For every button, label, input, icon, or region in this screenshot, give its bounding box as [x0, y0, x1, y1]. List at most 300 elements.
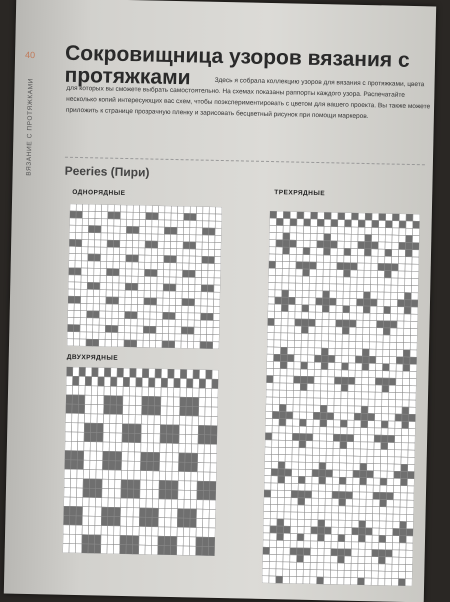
chart-cell — [336, 305, 343, 312]
chart-cell — [369, 356, 376, 363]
chart-cell — [332, 513, 339, 520]
chart-cell — [203, 491, 210, 500]
chart-cell — [115, 442, 122, 451]
chart-cell — [405, 579, 412, 586]
chart-cell — [295, 319, 302, 326]
chart-cell — [324, 541, 331, 548]
chart-cell — [294, 355, 301, 362]
chart-cell — [180, 397, 187, 406]
chart-cell — [195, 277, 201, 284]
chart-cell — [378, 242, 385, 249]
chart-cell — [106, 304, 112, 311]
chart-cell — [160, 415, 167, 424]
chart-cell — [340, 456, 347, 463]
chart-cell — [213, 335, 219, 342]
chart-cell — [87, 311, 93, 318]
chart-cell — [270, 540, 277, 547]
chart-cell — [320, 412, 327, 419]
chart-cell — [177, 249, 183, 256]
chart-cell — [177, 527, 184, 536]
chart-cell — [308, 348, 315, 355]
chart-cell — [82, 247, 88, 254]
chart-cell — [345, 527, 352, 534]
chart-cell — [188, 306, 194, 313]
chart-cell — [399, 543, 406, 550]
chart-cell — [215, 207, 221, 214]
chart-cell — [340, 441, 347, 448]
chart-cell — [402, 428, 409, 435]
chart-cell — [381, 449, 388, 456]
chart-cell — [396, 364, 403, 371]
chart-cell — [100, 297, 106, 304]
chart-cell — [299, 433, 306, 440]
chart-cell — [78, 395, 85, 404]
chart-cell — [330, 284, 337, 291]
chart-cell — [409, 379, 416, 386]
chart-cell — [394, 443, 401, 450]
chart-cell — [305, 484, 312, 491]
chart-cell — [296, 247, 303, 254]
chart-cell — [296, 240, 303, 247]
chart-cell — [149, 340, 155, 347]
chart-cell — [175, 341, 181, 348]
chart-cell — [377, 285, 384, 292]
chart-cell — [369, 378, 376, 385]
chart-cell — [98, 377, 105, 386]
chart-cell — [113, 240, 119, 247]
chart-cell — [290, 548, 297, 555]
chart-cell — [335, 327, 342, 334]
chart-cell — [305, 462, 312, 469]
chart-cell — [275, 276, 282, 283]
chart-cell — [362, 342, 369, 349]
chart-cell — [204, 463, 211, 472]
chart-cell — [294, 347, 301, 354]
chart-cell — [277, 505, 284, 512]
chart-cell — [194, 306, 200, 313]
chart-cell — [389, 392, 396, 399]
chart-cell — [302, 312, 309, 319]
chart-cell — [187, 341, 193, 348]
chart-cell — [315, 334, 322, 341]
chart-cell — [146, 205, 152, 212]
chart-cell — [140, 471, 147, 480]
chart-cell — [134, 471, 141, 480]
chart-cell — [84, 414, 91, 423]
chart-cell — [150, 291, 156, 298]
chart-cell — [378, 564, 385, 571]
chart-cell — [158, 220, 164, 227]
chart-cell — [186, 397, 193, 406]
chart-cell — [205, 407, 212, 416]
chart-cell — [397, 328, 404, 335]
chart-cell — [156, 333, 162, 340]
chart-cell — [151, 241, 157, 248]
chart-cell — [98, 367, 105, 376]
chart-cell — [154, 415, 161, 424]
chart-cell — [101, 535, 108, 544]
chart-cell — [278, 476, 285, 483]
chart-cell — [269, 547, 276, 554]
chart-cell — [308, 333, 315, 340]
chart-cell — [312, 484, 319, 491]
chart-cell — [377, 299, 384, 306]
chart-cell — [326, 470, 333, 477]
chart-cell — [367, 442, 374, 449]
chart-cell — [193, 388, 200, 397]
chart-cell — [211, 407, 218, 416]
chart-cell — [145, 227, 151, 234]
chart-cell — [77, 441, 84, 450]
chart-cell — [196, 528, 203, 537]
chart-cell — [344, 570, 351, 577]
chart-cell — [106, 311, 112, 318]
chart-cell — [269, 268, 276, 275]
chart-cell — [64, 497, 71, 506]
chart-cell — [403, 364, 410, 371]
chart-cell — [130, 333, 136, 340]
chart-cell — [353, 456, 360, 463]
chart-cell — [177, 242, 183, 249]
chart-cell — [126, 226, 132, 233]
chart-cell — [285, 440, 292, 447]
chart-cell — [145, 527, 152, 536]
chart-cell — [114, 212, 120, 219]
chart-cell — [388, 414, 395, 421]
chart-cell — [318, 520, 325, 527]
chart-cell — [151, 248, 157, 255]
chart-cell — [206, 342, 212, 349]
chart-cell — [288, 319, 295, 326]
chart-cell — [190, 528, 197, 537]
chart-cell — [71, 460, 78, 469]
chart-cell — [161, 369, 168, 378]
chart-cell — [304, 512, 311, 519]
chart-cell — [199, 388, 206, 397]
chart-cell — [160, 443, 167, 452]
chart-cell — [179, 444, 186, 453]
chart-cell — [357, 292, 364, 299]
chart-cell — [133, 489, 140, 498]
chart-cell — [347, 427, 354, 434]
chart-cell — [354, 399, 361, 406]
chart-cell — [198, 444, 205, 453]
chart-cell — [73, 339, 79, 346]
chart-cell — [325, 520, 332, 527]
chart-cell — [401, 450, 408, 457]
chart-cell — [345, 513, 352, 520]
chart-cell — [293, 398, 300, 405]
chart-cell — [280, 354, 287, 361]
chart-cell — [375, 378, 382, 385]
chart-cell — [312, 448, 319, 455]
chart-cell — [179, 416, 186, 425]
chart-cell — [173, 434, 180, 443]
chart-cell — [368, 421, 375, 428]
chart-cell — [121, 489, 128, 498]
chart-cell — [306, 419, 313, 426]
chart-cell — [196, 518, 203, 527]
chart-cell — [263, 547, 270, 554]
chart-cell — [313, 427, 320, 434]
chart-cell — [68, 275, 74, 282]
chart-cell — [215, 221, 221, 228]
chart-cell — [365, 542, 372, 549]
chart-cell — [404, 314, 411, 321]
chart-cell — [304, 219, 311, 226]
chart-cell — [336, 291, 343, 298]
chart-cell — [325, 513, 332, 520]
chart-cell — [406, 214, 413, 221]
chart-cell — [359, 485, 366, 492]
chart-cell — [162, 341, 168, 348]
chart-cell — [75, 247, 81, 254]
chart-cell — [171, 490, 178, 499]
chart-cell — [190, 235, 196, 242]
chart-cell — [309, 312, 316, 319]
chart-cell — [150, 312, 156, 319]
chart-cell — [174, 369, 181, 378]
chart-cell — [142, 368, 149, 377]
chart-cell — [337, 248, 344, 255]
chart-cell — [349, 313, 356, 320]
chart-cell — [127, 508, 134, 517]
chart-cell — [270, 211, 277, 218]
chart-cell — [101, 516, 108, 525]
chart-cell — [271, 454, 278, 461]
chart-cell — [367, 449, 374, 456]
chart-cell — [279, 412, 286, 419]
chart-cell — [172, 471, 179, 480]
chart-cell — [144, 269, 150, 276]
chart-cell — [382, 371, 389, 378]
chart-cell — [327, 384, 334, 391]
chart-cell — [372, 514, 379, 521]
chart-cell — [124, 333, 130, 340]
chart-cell — [285, 462, 292, 469]
chart-cell — [143, 333, 149, 340]
chart-cell — [277, 512, 284, 519]
chart-cell — [215, 214, 221, 221]
chart-cell — [311, 534, 318, 541]
chart-cell — [127, 498, 134, 507]
chart-cell — [110, 424, 117, 433]
chart-cell — [408, 443, 415, 450]
chart-cell — [205, 416, 212, 425]
chart-cell — [378, 256, 385, 263]
chart-cell — [290, 562, 297, 569]
chart-cell — [269, 232, 276, 239]
chart-cell — [293, 390, 300, 397]
chart-cell — [138, 283, 144, 290]
chart-cell — [269, 240, 276, 247]
chart-cell — [284, 483, 291, 490]
chart-cell — [263, 519, 270, 526]
chart-cell — [381, 414, 388, 421]
chart-cell — [387, 471, 394, 478]
chart-cell — [127, 205, 133, 212]
chart-cell — [76, 516, 83, 525]
chart-cell — [262, 576, 269, 583]
chart-cell — [183, 228, 189, 235]
chart-cell — [90, 451, 97, 460]
chart-cell — [119, 297, 125, 304]
chart-cell — [99, 339, 105, 346]
chart-cell — [132, 269, 138, 276]
chart-cell — [102, 488, 109, 497]
chart-cell — [411, 286, 418, 293]
chart-cell — [107, 254, 113, 261]
chart-cell — [132, 283, 138, 290]
chart-cell — [303, 577, 310, 584]
chart-cell — [280, 376, 287, 383]
chart-cell — [281, 311, 288, 318]
chart-cell — [406, 529, 413, 536]
chart-cell — [338, 220, 345, 227]
chart-cell — [359, 528, 366, 535]
chart-cell — [120, 517, 127, 526]
chart-cell — [376, 364, 383, 371]
chart-cell — [274, 347, 281, 354]
chart-cell — [119, 290, 125, 297]
chart-cell — [104, 395, 111, 404]
chart-cell — [131, 319, 137, 326]
chart-cell — [192, 425, 199, 434]
chart-cell — [276, 218, 283, 225]
chart-cell — [339, 477, 346, 484]
chart-cell — [90, 432, 97, 441]
chart-cell — [330, 570, 337, 577]
chart-cell — [272, 419, 279, 426]
chart-cell — [89, 498, 96, 507]
chart-cell — [79, 367, 86, 376]
chart-cell — [367, 463, 374, 470]
chart-cell — [166, 462, 173, 471]
chart-cell — [167, 406, 174, 415]
chart-cell — [331, 549, 338, 556]
chart-cell — [316, 276, 323, 283]
chart-cell — [76, 525, 83, 534]
chart-cell — [121, 498, 128, 507]
chart-cell — [165, 220, 171, 227]
chart-cell — [283, 548, 290, 555]
chart-cell — [156, 305, 162, 312]
chart-cell — [114, 517, 121, 526]
chart-cell — [299, 455, 306, 462]
chart-cell — [267, 325, 274, 332]
chart-cell — [297, 226, 304, 233]
chart-cell — [340, 420, 347, 427]
chart-cell — [82, 544, 89, 553]
chart-cell — [373, 507, 380, 514]
chart-cell — [358, 241, 365, 248]
chart-cell — [277, 526, 284, 533]
chart-cell — [209, 509, 216, 518]
chart-cell — [119, 283, 125, 290]
chart-cell — [66, 367, 73, 376]
chart-cell — [72, 413, 79, 422]
chart-cell — [290, 526, 297, 533]
chart-cell — [302, 283, 309, 290]
chart-cell — [410, 350, 417, 357]
chart-cell — [108, 489, 115, 498]
chart-cell — [399, 557, 406, 564]
chart-cell — [353, 463, 360, 470]
chart-cell — [283, 562, 290, 569]
chart-cell — [338, 513, 345, 520]
chart-cell — [390, 342, 397, 349]
chart-cell — [322, 312, 329, 319]
chart-cell — [68, 296, 74, 303]
chart-cell — [158, 508, 165, 517]
chart-cell — [322, 298, 329, 305]
section-title: Peeries (Пири) — [64, 163, 150, 180]
chart-cell — [295, 305, 302, 312]
chart-cell — [268, 297, 275, 304]
chart-cell — [173, 425, 180, 434]
chart-cell — [274, 340, 281, 347]
chart-cell — [326, 434, 333, 441]
chart-cell — [367, 471, 374, 478]
chart-cell — [411, 307, 418, 314]
chart-cell — [75, 544, 82, 553]
chart-cell — [186, 416, 193, 425]
chart-cell — [152, 490, 159, 499]
chart-cell — [393, 500, 400, 507]
chart-cell — [149, 333, 155, 340]
chart-cell — [315, 312, 322, 319]
chart-cell — [132, 248, 138, 255]
chart-cell — [194, 313, 200, 320]
chart-cell — [348, 363, 355, 370]
chart-cell — [76, 534, 83, 543]
chart-cell — [394, 464, 401, 471]
chart-cell — [170, 249, 176, 256]
chart-cell — [392, 228, 399, 235]
chart-cell — [153, 452, 160, 461]
chart-cell — [407, 500, 414, 507]
chart-cell — [405, 572, 412, 579]
chart-cell — [362, 363, 369, 370]
chart-cell — [399, 536, 406, 543]
chart-cell — [392, 242, 399, 249]
chart-cell — [82, 535, 89, 544]
chart-cell — [281, 326, 288, 333]
chart-cell — [70, 516, 77, 525]
chart-cell — [333, 427, 340, 434]
chart-cell — [402, 400, 409, 407]
chart-cell — [202, 256, 208, 263]
chart-cell — [364, 249, 371, 256]
chart-cell — [351, 256, 358, 263]
chart-cell — [98, 386, 105, 395]
chart-cell — [402, 393, 409, 400]
chart-cell — [282, 261, 289, 268]
chart-cell — [382, 399, 389, 406]
chart-cell — [398, 257, 405, 264]
chart-cell — [201, 306, 207, 313]
chart-cell — [66, 385, 73, 394]
chart-cell — [80, 311, 86, 318]
chart-cell — [310, 233, 317, 240]
chart-cell — [355, 392, 362, 399]
chart-cell — [214, 278, 220, 285]
chart-cell — [179, 453, 186, 462]
chart-cell — [344, 234, 351, 241]
chart-cell — [344, 270, 351, 277]
chart-cell — [267, 347, 274, 354]
chart-cell — [301, 326, 308, 333]
